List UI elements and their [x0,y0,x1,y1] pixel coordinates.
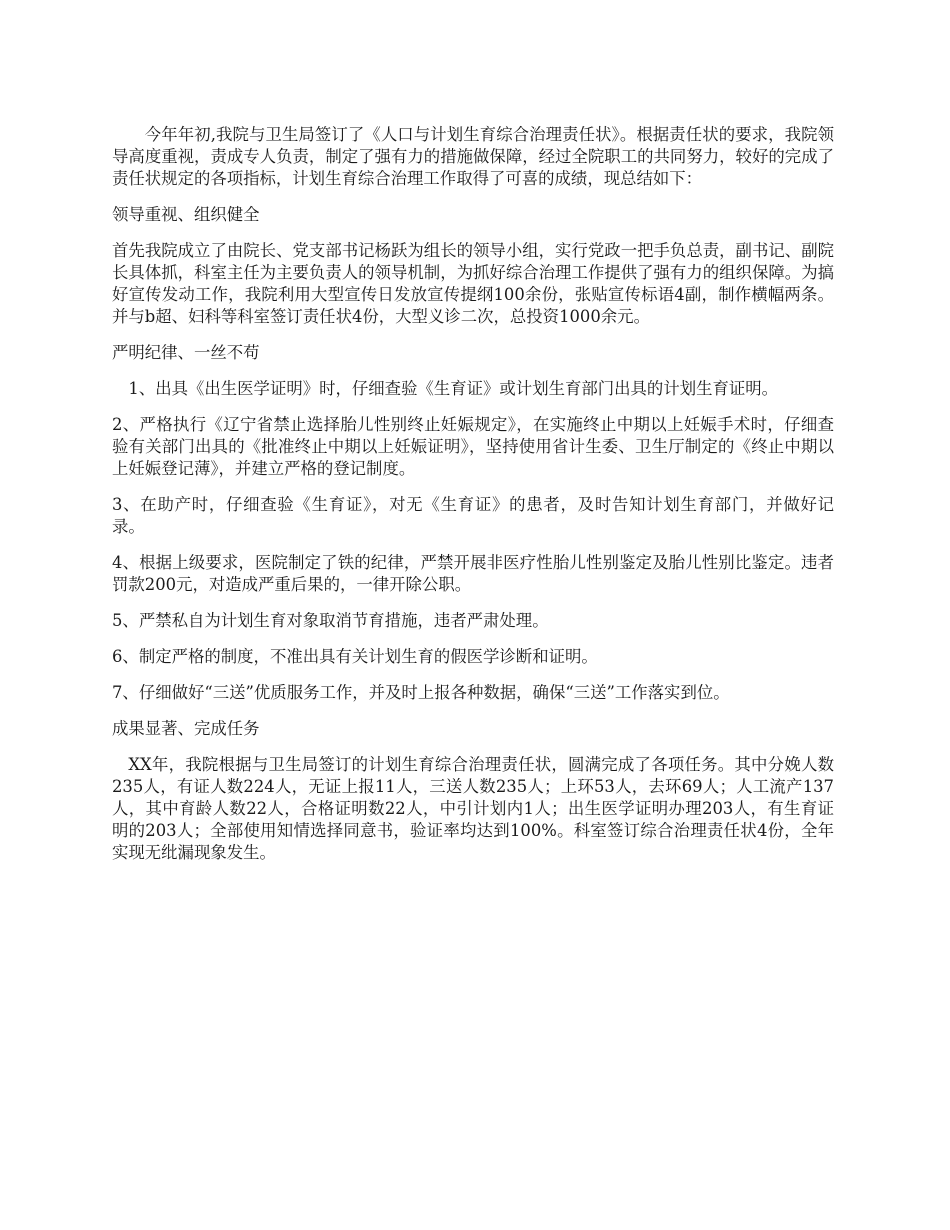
discipline-item-7: 7、仔细做好“三送”优质服务工作，并及时上报各种数据，确保“三送”工作落实到位。 [112,683,730,702]
discipline-item-1: 1、出具《出生医学证明》时，仔细查验《生育证》或计划生育部门出具的计划生育证明。 [128,379,779,398]
discipline-item-3: 3、在助产时，仔细查验《生育证》，对无《生育证》的患者，及时告知计划生育部门，并做好记录。 [112,495,834,536]
discipline-item-5: 5、严禁私自为计划生育对象取消节育措施，违者严肃处理。 [112,611,549,630]
section-heading-leadership: 领导重视、组织健全 [112,205,260,224]
discipline-item-2: 2、严格执行《辽宁省禁止选择胎儿性别终止妊娠规定》，在实施终止中期以上妊娠手术时，仔细查验有关部门出具的《批准终止中期以上妊娠证明》，坚持使用省计生委、卫生厅制定的《终止中期以上妊娠登记薄》，并建立严格的登记制度。 [112,415,834,478]
document-page [112,124,834,878]
section-heading-results: 成果显著、完成任务 [112,719,260,738]
discipline-item-6: 6、制定严格的制度，不准出具有关计划生育的假医学诊断和证明。 [112,647,598,666]
discipline-item-4: 4、根据上级要求，医院制定了铁的纪律，严禁开展非医疗性胎儿性别鉴定及胎儿性别比鉴定。违者罚款200元，对造成严重后果的，一律开除公职。 [112,553,834,594]
intro-paragraph: 今年年初,我院与卫生局签订了《人口与计划生育综合治理责任状》。根据责任状的要求，我院领导高度重视，责成专人负责，制定了强有力的措施做保障，经过全院职工的共同努力，较好的完成了责任状规定的各项指标，计划生育综合治理工作取得了可喜的成绩，现总结如下： [112,125,834,188]
results-paragraph: XX年，我院根据与卫生局签订的计划生育综合治理责任状，圆满完成了各项任务。其中分娩人数235人，有证人数224人，无证上报11人，三送人数235人；上环53人，去环69人；人工流产137人，其中育龄人数22人，合格证明数22人，中引计划内1人；出生医学证明办理203人，有生育证明的203人；全部使用知情选择同意书，验证率均达到100%。科室签订综合治理责任状4份，全年实现无纰漏现象发生。 [112,755,834,862]
section-heading-discipline: 严明纪律、一丝不苟 [112,343,260,362]
leadership-paragraph: 首先我院成立了由院长、党支部书记杨跃为组长的领导小组，实行党政一把手负总责，副书记、副院长具体抓，科室主任为主要负责人的领导机制，为抓好综合治理工作提供了强有力的组织保障。为搞好宣传发动工作，我院利用大型宣传日发放宣传提纲100余份，张贴宣传标语4副，制作横幅两条。并与b超、妇科等科室签订责任状4份，大型义诊二次，总投资1000余元。 [112,241,834,326]
